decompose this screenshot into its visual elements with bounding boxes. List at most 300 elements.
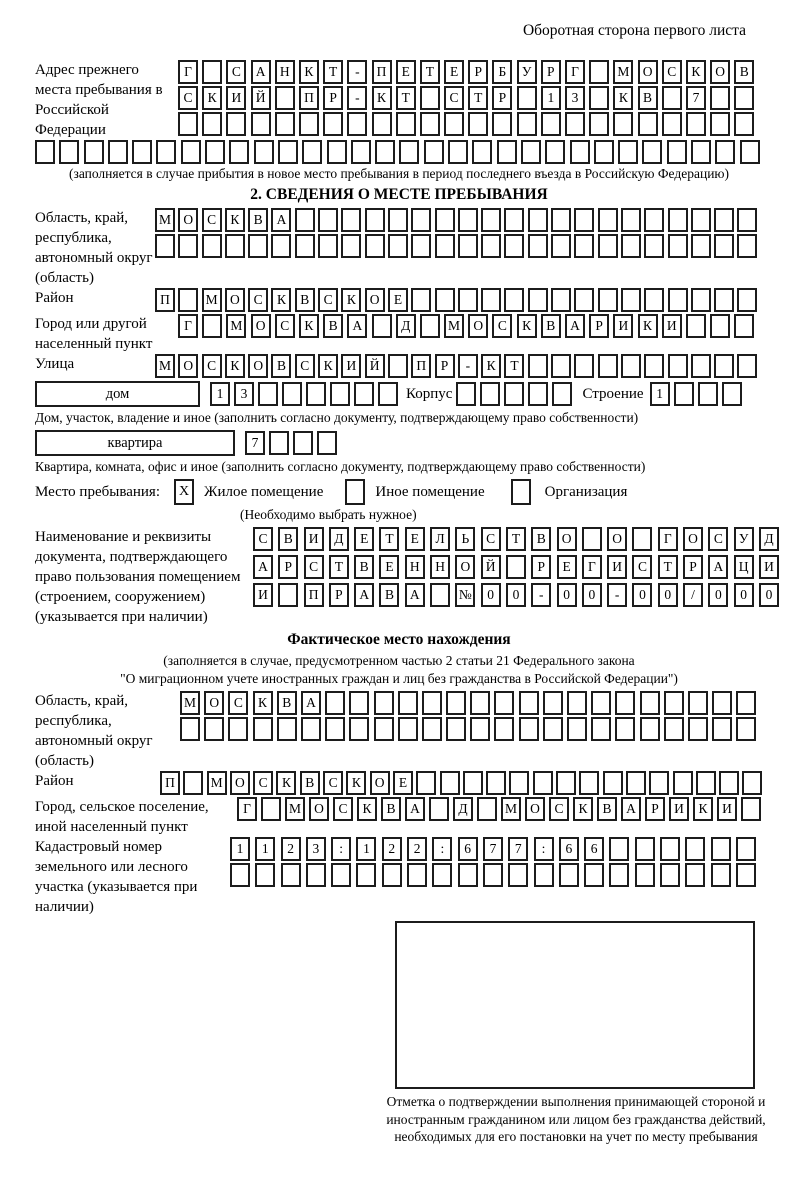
char-cell: Р bbox=[541, 60, 561, 84]
house-note: Дом, участок, владение и иное (заполнить согласно документу, подтверждающему право собственности) bbox=[35, 410, 639, 425]
char-cell bbox=[691, 354, 711, 378]
char-cell bbox=[278, 140, 298, 164]
char-cell bbox=[517, 86, 537, 110]
char-cell bbox=[574, 208, 594, 232]
char-cell bbox=[318, 234, 338, 258]
char-cell bbox=[528, 382, 548, 406]
char-cell bbox=[323, 112, 343, 136]
prev-address-note: (заполняется в случае прибытия в новое место пребывания в период последнего въезда в Российскую Федерацию) bbox=[68, 166, 730, 181]
char-cell: У bbox=[734, 527, 754, 551]
char-cell bbox=[644, 208, 664, 232]
char-cell: Р bbox=[492, 86, 512, 110]
char-cell: С bbox=[662, 60, 682, 84]
char-cell bbox=[737, 354, 757, 378]
char-cell bbox=[734, 86, 754, 110]
char-cell: У bbox=[517, 60, 537, 84]
char-cell: Н bbox=[405, 555, 425, 579]
char-cell bbox=[736, 837, 756, 861]
char-cell bbox=[594, 140, 614, 164]
char-cell bbox=[712, 717, 732, 741]
char-cell bbox=[559, 863, 579, 887]
char-cell bbox=[685, 863, 705, 887]
char-cell bbox=[640, 691, 660, 715]
char-cell bbox=[254, 140, 274, 164]
char-cell bbox=[277, 717, 297, 741]
char-cell bbox=[341, 208, 361, 232]
char-cell bbox=[688, 691, 708, 715]
char-cell bbox=[251, 112, 271, 136]
char-cell bbox=[640, 717, 660, 741]
char-cell: Г bbox=[565, 60, 585, 84]
char-cell bbox=[330, 382, 350, 406]
char-cell bbox=[180, 717, 200, 741]
char-cell bbox=[504, 382, 524, 406]
char-cell: А bbox=[405, 797, 425, 821]
char-cell: 3 bbox=[306, 837, 326, 861]
char-cell bbox=[398, 691, 418, 715]
char-cell: В bbox=[381, 797, 401, 821]
char-cell: П bbox=[411, 354, 431, 378]
char-cell: 1 bbox=[541, 86, 561, 110]
char-cell bbox=[710, 314, 730, 338]
cadastral-label: Кадастровый номер земельного или лесного участка (указывается при наличии) bbox=[35, 839, 198, 915]
char-cell bbox=[673, 771, 693, 795]
char-cell bbox=[468, 112, 488, 136]
char-cell bbox=[396, 112, 416, 136]
char-cell bbox=[178, 234, 198, 258]
char-cell: Н bbox=[275, 60, 295, 84]
char-cell bbox=[178, 288, 198, 312]
char-cell: И bbox=[304, 527, 324, 551]
char-cell bbox=[741, 797, 761, 821]
char-cell bbox=[609, 837, 629, 861]
char-cell: Т bbox=[506, 527, 526, 551]
char-cell: К bbox=[225, 354, 245, 378]
char-cell bbox=[382, 863, 402, 887]
char-cell: В bbox=[277, 691, 297, 715]
char-cell: С bbox=[632, 555, 652, 579]
region-label: Область, край, республика, автономный округ (область) bbox=[35, 210, 153, 286]
char-cell: Е bbox=[557, 555, 577, 579]
char-cell: О bbox=[248, 354, 268, 378]
stay-type-row bbox=[35, 479, 763, 505]
cell-row bbox=[650, 382, 742, 406]
char-cell bbox=[664, 717, 684, 741]
cell-row bbox=[230, 863, 756, 887]
stamp-box bbox=[395, 921, 755, 1089]
char-cell bbox=[668, 208, 688, 232]
char-cell bbox=[444, 112, 464, 136]
char-cell: С bbox=[248, 288, 268, 312]
char-cell: Й bbox=[481, 555, 501, 579]
char-cell: О bbox=[309, 797, 329, 821]
char-cell bbox=[644, 234, 664, 258]
cell-row bbox=[155, 208, 757, 232]
char-cell bbox=[504, 208, 524, 232]
char-cell bbox=[598, 234, 618, 258]
char-cell bbox=[711, 863, 731, 887]
char-cell: Т bbox=[420, 60, 440, 84]
cell-row bbox=[245, 431, 337, 455]
char-cell: В bbox=[300, 771, 320, 795]
apartment-row bbox=[35, 430, 763, 456]
char-cell bbox=[204, 717, 224, 741]
char-cell bbox=[715, 140, 735, 164]
char-cell bbox=[492, 112, 512, 136]
char-cell: - bbox=[347, 60, 367, 84]
char-cell bbox=[388, 234, 408, 258]
char-cell bbox=[269, 431, 289, 455]
char-cell: Т bbox=[379, 527, 399, 551]
cadastral-rows bbox=[230, 837, 756, 889]
char-cell: 0 bbox=[557, 583, 577, 607]
organization-checkbox bbox=[511, 479, 531, 505]
char-cell bbox=[230, 863, 250, 887]
char-cell bbox=[517, 112, 537, 136]
char-cell: С bbox=[178, 86, 198, 110]
char-cell: 0 bbox=[658, 583, 678, 607]
cell-row bbox=[178, 86, 754, 110]
char-cell bbox=[552, 382, 572, 406]
char-cell bbox=[635, 837, 655, 861]
char-cell bbox=[714, 354, 734, 378]
char-cell bbox=[302, 140, 322, 164]
cell-row bbox=[155, 234, 757, 258]
char-cell bbox=[374, 717, 394, 741]
char-cell: О bbox=[178, 208, 198, 232]
char-cell: Т bbox=[396, 86, 416, 110]
char-cell: 0 bbox=[506, 583, 526, 607]
actual-region-field bbox=[35, 691, 763, 771]
char-cell: К bbox=[357, 797, 377, 821]
char-cell: А bbox=[565, 314, 585, 338]
cell-row bbox=[456, 382, 572, 406]
char-cell bbox=[327, 140, 347, 164]
char-cell: К bbox=[613, 86, 633, 110]
char-cell bbox=[388, 208, 408, 232]
char-cell: Т bbox=[468, 86, 488, 110]
char-cell: О bbox=[225, 288, 245, 312]
char-cell bbox=[574, 354, 594, 378]
region-field bbox=[35, 208, 763, 288]
cell-row bbox=[155, 354, 757, 378]
char-cell: И bbox=[253, 583, 273, 607]
char-cell bbox=[504, 288, 524, 312]
char-cell: К bbox=[276, 771, 296, 795]
char-cell bbox=[528, 234, 548, 258]
cell-row bbox=[178, 112, 754, 136]
char-cell: 1 bbox=[210, 382, 230, 406]
house-row bbox=[35, 381, 763, 407]
char-cell bbox=[621, 234, 641, 258]
char-cell bbox=[411, 208, 431, 232]
organization-label: Организация bbox=[544, 483, 628, 500]
char-cell bbox=[626, 771, 646, 795]
actual-region-label: Область, край, республика, автономный округ (область) bbox=[35, 693, 153, 769]
char-cell bbox=[584, 863, 604, 887]
char-cell: К bbox=[372, 86, 392, 110]
char-cell bbox=[545, 140, 565, 164]
char-cell: К bbox=[299, 314, 319, 338]
char-cell: С bbox=[202, 354, 222, 378]
char-cell bbox=[354, 382, 374, 406]
char-cell bbox=[603, 771, 623, 795]
char-cell bbox=[271, 234, 291, 258]
char-cell: Т bbox=[329, 555, 349, 579]
char-cell bbox=[446, 691, 466, 715]
char-cell bbox=[341, 234, 361, 258]
char-cell bbox=[407, 863, 427, 887]
char-cell bbox=[429, 797, 449, 821]
char-cell bbox=[181, 140, 201, 164]
char-cell: Р bbox=[531, 555, 551, 579]
char-cell bbox=[253, 717, 273, 741]
cell-row bbox=[178, 60, 754, 84]
actual-district-field bbox=[35, 771, 763, 797]
char-cell bbox=[737, 234, 757, 258]
char-cell: И bbox=[607, 555, 627, 579]
char-cell bbox=[667, 140, 687, 164]
char-cell: С bbox=[253, 771, 273, 795]
char-cell: Т bbox=[504, 354, 524, 378]
char-cell bbox=[480, 382, 500, 406]
form-content bbox=[35, 60, 774, 1146]
char-cell bbox=[543, 717, 563, 741]
char-cell: С bbox=[444, 86, 464, 110]
char-cell bbox=[574, 234, 594, 258]
char-cell: : bbox=[432, 837, 452, 861]
char-cell: М bbox=[444, 314, 464, 338]
char-cell bbox=[486, 771, 506, 795]
char-cell: И bbox=[226, 86, 246, 110]
char-cell bbox=[248, 234, 268, 258]
char-cell: В bbox=[638, 86, 658, 110]
apartment-note: Квартира, комната, офис и иное (заполнить согласно документу, подтверждающему право собственности) bbox=[35, 459, 646, 474]
char-cell bbox=[255, 863, 275, 887]
char-cell: О bbox=[370, 771, 390, 795]
char-cell bbox=[519, 717, 539, 741]
char-cell bbox=[375, 140, 395, 164]
char-cell bbox=[722, 382, 742, 406]
prev-address-full-row bbox=[35, 140, 763, 164]
char-cell: - bbox=[531, 583, 551, 607]
char-cell: Й bbox=[365, 354, 385, 378]
char-cell bbox=[494, 717, 514, 741]
char-cell: О bbox=[365, 288, 385, 312]
char-cell bbox=[686, 314, 706, 338]
char-cell: 6 bbox=[458, 837, 478, 861]
other-premises-label: Иное помещение bbox=[375, 483, 485, 500]
char-cell bbox=[528, 208, 548, 232]
char-cell: М bbox=[226, 314, 246, 338]
actual-location-note-2: "О миграционном учете иностранных граждан и лиц без гражданства в Российской Федерации") bbox=[120, 671, 678, 686]
char-cell bbox=[662, 112, 682, 136]
char-cell: К bbox=[638, 314, 658, 338]
char-cell: И bbox=[662, 314, 682, 338]
char-cell bbox=[481, 234, 501, 258]
char-cell: 1 bbox=[255, 837, 275, 861]
actual-location-note-1: (заполняется в случае, предусмотренном частью 2 статьи 21 Федерального закона bbox=[163, 653, 635, 668]
char-cell bbox=[470, 691, 490, 715]
char-cell bbox=[183, 771, 203, 795]
char-cell bbox=[470, 717, 490, 741]
char-cell: О bbox=[525, 797, 545, 821]
actual-city-field bbox=[35, 797, 763, 837]
char-cell bbox=[644, 288, 664, 312]
char-cell: 7 bbox=[686, 86, 706, 110]
char-cell: - bbox=[607, 583, 627, 607]
char-cell: Р bbox=[435, 354, 455, 378]
char-cell: 0 bbox=[708, 583, 728, 607]
char-cell bbox=[534, 863, 554, 887]
char-cell bbox=[331, 863, 351, 887]
stay-type-note: (Необходимо выбрать нужное) bbox=[240, 507, 417, 522]
cadastral-field bbox=[35, 837, 763, 917]
char-cell bbox=[710, 112, 730, 136]
char-cell: О bbox=[557, 527, 577, 551]
district-field bbox=[35, 288, 763, 314]
char-cell: П bbox=[299, 86, 319, 110]
char-cell bbox=[712, 691, 732, 715]
region-rows bbox=[155, 208, 757, 260]
house-box: дом bbox=[35, 381, 200, 407]
char-cell bbox=[317, 431, 337, 455]
char-cell bbox=[674, 382, 694, 406]
char-cell bbox=[35, 140, 55, 164]
char-cell: Т bbox=[323, 60, 343, 84]
char-cell: Ц bbox=[734, 555, 754, 579]
char-cell: М bbox=[155, 354, 175, 378]
char-cell bbox=[422, 717, 442, 741]
char-cell: О bbox=[638, 60, 658, 84]
char-cell: В bbox=[271, 354, 291, 378]
char-cell bbox=[351, 140, 371, 164]
cell-row bbox=[180, 717, 756, 741]
char-cell bbox=[567, 691, 587, 715]
char-cell bbox=[740, 140, 760, 164]
char-cell bbox=[202, 314, 222, 338]
char-cell: Р bbox=[683, 555, 703, 579]
char-cell bbox=[225, 234, 245, 258]
residential-label: Жилое помещение bbox=[204, 483, 324, 500]
char-cell: Е bbox=[444, 60, 464, 84]
char-cell: А bbox=[251, 60, 271, 84]
char-cell: 0 bbox=[582, 583, 602, 607]
char-cell: М bbox=[180, 691, 200, 715]
char-cell: 0 bbox=[759, 583, 779, 607]
char-cell: А bbox=[708, 555, 728, 579]
char-cell bbox=[258, 382, 278, 406]
char-cell bbox=[567, 717, 587, 741]
char-cell bbox=[295, 208, 315, 232]
char-cell bbox=[306, 382, 326, 406]
char-cell bbox=[644, 354, 664, 378]
char-cell bbox=[737, 208, 757, 232]
char-cell: С bbox=[492, 314, 512, 338]
char-cell: 1 bbox=[230, 837, 250, 861]
char-cell: С bbox=[228, 691, 248, 715]
char-cell: О bbox=[455, 555, 475, 579]
char-cell bbox=[226, 112, 246, 136]
stamp-note: Отметка о подтверждении выполнения принимающей стороной и иностранным гражданином или лицом без гражданства действий, необходимых для его постановки на учет по месту пребывания bbox=[386, 1094, 766, 1144]
char-cell bbox=[365, 208, 385, 232]
char-cell: - bbox=[458, 354, 478, 378]
char-cell bbox=[472, 140, 492, 164]
char-cell bbox=[435, 288, 455, 312]
char-cell bbox=[202, 112, 222, 136]
cell-row bbox=[178, 314, 754, 338]
char-cell: Е bbox=[379, 555, 399, 579]
char-cell: Б bbox=[492, 60, 512, 84]
char-cell bbox=[533, 771, 553, 795]
char-cell bbox=[420, 112, 440, 136]
char-cell bbox=[618, 140, 638, 164]
char-cell: И bbox=[669, 797, 689, 821]
char-cell bbox=[598, 208, 618, 232]
char-cell bbox=[458, 208, 478, 232]
cell-row bbox=[180, 691, 756, 715]
char-cell bbox=[84, 140, 104, 164]
char-cell bbox=[664, 691, 684, 715]
char-cell: О bbox=[230, 771, 250, 795]
char-cell bbox=[456, 382, 476, 406]
actual-region-rows bbox=[180, 691, 756, 743]
char-cell: / bbox=[683, 583, 703, 607]
char-cell bbox=[202, 234, 222, 258]
char-cell: Г bbox=[582, 555, 602, 579]
char-cell bbox=[688, 717, 708, 741]
char-cell bbox=[481, 288, 501, 312]
char-cell: : bbox=[331, 837, 351, 861]
char-cell bbox=[481, 208, 501, 232]
district-label: Район bbox=[35, 290, 74, 306]
char-cell: М bbox=[207, 771, 227, 795]
char-cell: Т bbox=[658, 555, 678, 579]
char-cell bbox=[598, 354, 618, 378]
char-cell: К bbox=[573, 797, 593, 821]
char-cell bbox=[483, 863, 503, 887]
char-cell: 7 bbox=[508, 837, 528, 861]
char-cell bbox=[372, 314, 392, 338]
char-cell bbox=[685, 837, 705, 861]
char-cell: 2 bbox=[407, 837, 427, 861]
char-cell: Д bbox=[329, 527, 349, 551]
char-cell bbox=[691, 234, 711, 258]
char-cell: В bbox=[379, 583, 399, 607]
actual-district-label: Район bbox=[35, 773, 74, 789]
char-cell: 7 bbox=[483, 837, 503, 861]
char-cell bbox=[734, 314, 754, 338]
char-cell bbox=[668, 234, 688, 258]
char-cell bbox=[278, 583, 298, 607]
char-cell bbox=[691, 288, 711, 312]
char-cell bbox=[463, 771, 483, 795]
cell-row bbox=[237, 797, 761, 821]
char-cell bbox=[736, 717, 756, 741]
char-cell: К bbox=[481, 354, 501, 378]
char-cell: Е bbox=[354, 527, 374, 551]
char-cell: О bbox=[251, 314, 271, 338]
char-cell: М bbox=[501, 797, 521, 821]
char-cell: В bbox=[597, 797, 617, 821]
city-field bbox=[35, 314, 763, 354]
char-cell: 7 bbox=[245, 431, 265, 455]
char-cell bbox=[638, 112, 658, 136]
char-cell bbox=[710, 86, 730, 110]
char-cell bbox=[668, 354, 688, 378]
char-cell: 3 bbox=[565, 86, 585, 110]
char-cell: А bbox=[354, 583, 374, 607]
